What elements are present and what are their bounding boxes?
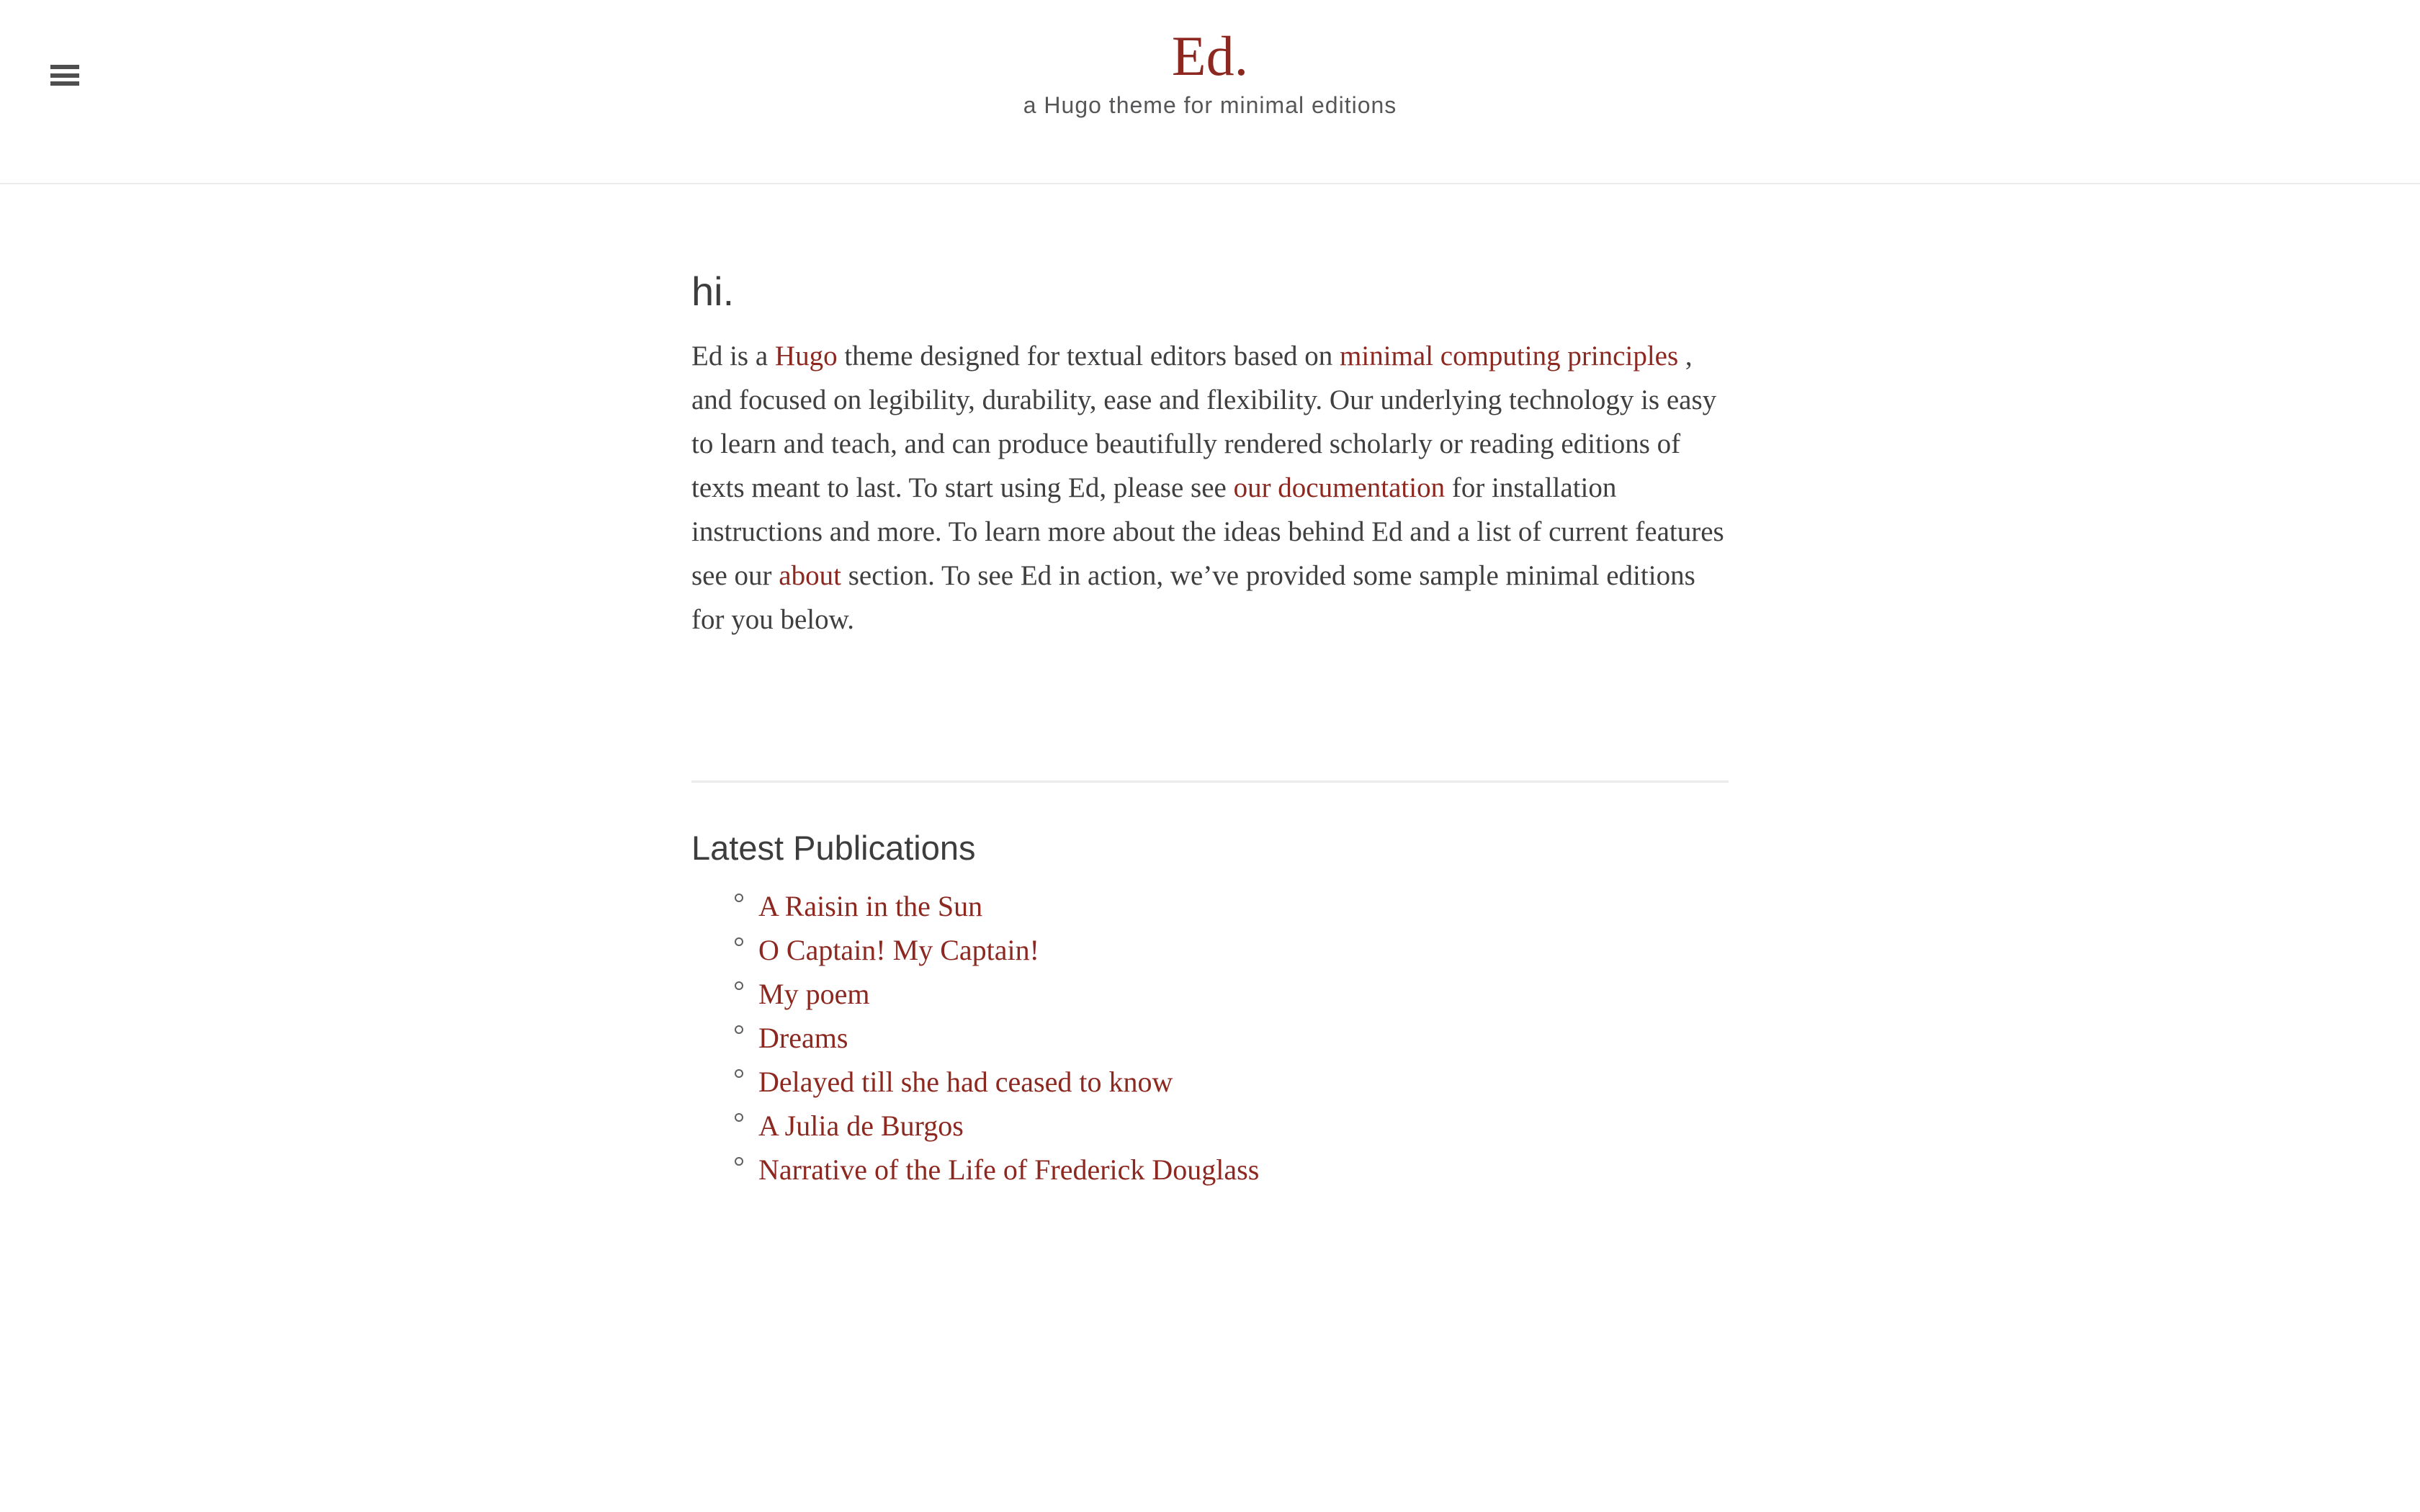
list-item bbox=[691, 884, 1729, 928]
hamburger-icon bbox=[50, 65, 79, 86]
intro-paragraph bbox=[691, 334, 1729, 642]
publications-heading: Latest Publications bbox=[691, 829, 976, 867]
site-title-link[interactable]: Ed. bbox=[1171, 24, 1249, 87]
site-header bbox=[0, 24, 2420, 184]
menu-button[interactable] bbox=[50, 65, 79, 86]
publication-link[interactable]: Delayed till she had ceased to know bbox=[758, 1066, 1173, 1098]
list-item bbox=[691, 1060, 1729, 1104]
publication-link[interactable]: O Captain! My Captain! bbox=[758, 934, 1039, 966]
publications-section bbox=[691, 828, 1729, 1192]
paragraph-text-run: theme designed for textual editors based on bbox=[837, 341, 1340, 372]
inline-text-link[interactable]: Hugo bbox=[774, 341, 838, 372]
list-item bbox=[691, 1148, 1729, 1192]
hamburger-bar bbox=[50, 73, 79, 78]
intro-section bbox=[691, 269, 1729, 642]
publication-link[interactable]: A Raisin in the Sun bbox=[758, 890, 983, 922]
publication-link[interactable]: Dreams bbox=[758, 1022, 848, 1054]
main-content bbox=[691, 269, 1729, 1192]
paragraph-text-run: for installation instructions and more. To learn more about the ideas behind Ed and a list of current features see our bbox=[691, 472, 1724, 591]
intro-heading: hi. bbox=[691, 269, 735, 314]
inline-text-link[interactable]: minimal computing principles bbox=[1340, 341, 1679, 372]
section-divider bbox=[691, 780, 1729, 783]
paragraph-text-run: section. To see Ed in action, we’ve provided some sample minimal editions for you below. bbox=[691, 560, 1695, 635]
paragraph-text-run: Ed is a bbox=[691, 341, 775, 372]
hamburger-bar bbox=[50, 65, 79, 69]
publications-list bbox=[691, 884, 1729, 1192]
publication-link[interactable]: Narrative of the Life of Frederick Douglass bbox=[758, 1153, 1260, 1186]
paragraph-text-run: , and focused on legibility, durability, ease and flexibility. Our underlying technology is easy to learn and teach, and can produce beautifully rendered scholarly or reading editions of texts meant to last. To start using Ed, please see bbox=[691, 341, 1717, 503]
hamburger-bar bbox=[50, 81, 79, 86]
list-item bbox=[691, 1104, 1729, 1148]
inline-text-link[interactable]: about bbox=[779, 560, 841, 591]
inline-text-link[interactable]: our documentation bbox=[1233, 472, 1446, 503]
publication-link[interactable]: My poem bbox=[758, 978, 870, 1010]
list-item bbox=[691, 1016, 1729, 1060]
site-subtitle: a Hugo theme for minimal editions bbox=[1023, 92, 1397, 118]
list-item bbox=[691, 972, 1729, 1016]
list-item bbox=[691, 928, 1729, 972]
publication-link[interactable]: A Julia de Burgos bbox=[758, 1110, 964, 1142]
